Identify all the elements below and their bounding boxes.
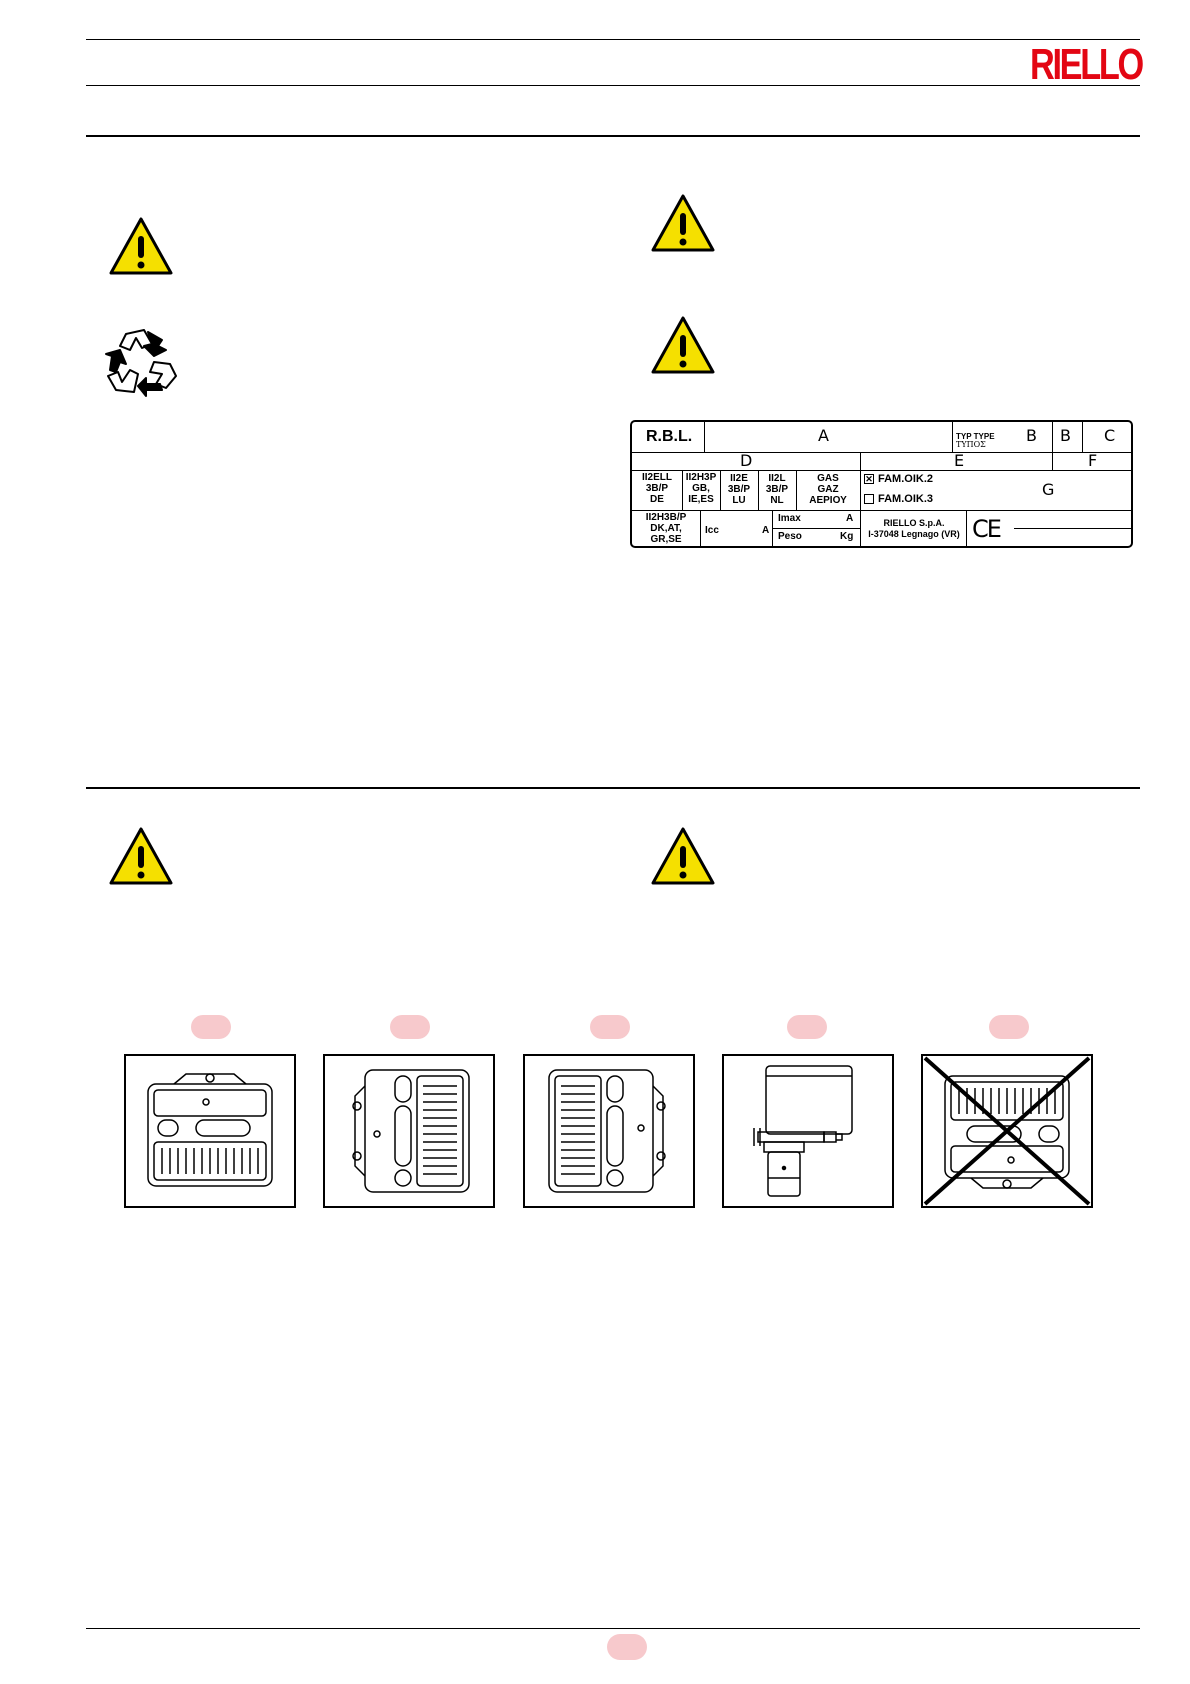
burner-orientation-figure-1 — [124, 1054, 296, 1208]
plate-rbl: R.B.L. — [646, 428, 693, 445]
figure-label-pill-2 — [390, 1015, 430, 1039]
plate-imax-unit: A — [846, 513, 854, 524]
plate-imax-label: Imax — [778, 513, 801, 524]
figure-label-pill-1 — [191, 1015, 231, 1039]
plate-cat-3: II2E 3B/P LU — [727, 473, 751, 506]
page-number-pill — [607, 1634, 647, 1660]
warning-icon — [108, 826, 174, 886]
riello-logo: RIELLO — [1030, 40, 1142, 89]
plate-field-f: F — [1088, 451, 1098, 470]
plate-field-e: E — [954, 451, 965, 470]
warning-icon — [650, 315, 716, 375]
figure-label-pill-5 — [989, 1015, 1029, 1039]
burner-orientation-figure-5-not-allowed — [921, 1054, 1093, 1208]
section-rule-1 — [86, 135, 1140, 137]
plate-field-b1: B — [1026, 426, 1037, 445]
plate-field-d: D — [740, 451, 753, 470]
plate-icc-label: Icc — [705, 525, 719, 536]
plate-fam-2-checkbox: ✕ — [865, 474, 873, 484]
plate-manufacturer: RIELLO S.p.A. I-37048 Legnago (VR) — [868, 518, 960, 539]
section-rule-2 — [86, 787, 1140, 789]
plate-peso-unit: Kg — [840, 531, 854, 542]
plate-peso-label: Peso — [778, 531, 802, 542]
header-top-rule — [86, 39, 1140, 40]
plate-cat-2: II2H3P GB, IE,ES — [685, 472, 717, 505]
plate-cat-5: II2H3B/P DK,AT, GR,SE — [645, 512, 687, 545]
figure-label-pill-3 — [590, 1015, 630, 1039]
plate-field-b2: B — [1060, 426, 1071, 445]
plate-cat-4: II2L 3B/P NL — [765, 473, 789, 506]
warning-icon — [650, 826, 716, 886]
footer-rule — [86, 1628, 1140, 1629]
plate-field-c: C — [1104, 426, 1116, 445]
burner-orientation-figure-3 — [523, 1054, 695, 1208]
burner-orientation-figure-2 — [323, 1054, 495, 1208]
header-bottom-rule — [86, 85, 1140, 86]
plate-cat-1: II2ELL 3B/P DE — [641, 472, 672, 505]
rating-plate — [630, 420, 1133, 548]
plate-field-a: A — [818, 426, 829, 445]
plate-fam-2: FAM.OIK.2 — [878, 473, 934, 485]
plate-field-g: G — [1042, 480, 1055, 499]
plate-typ-type: TYP TYPE — [956, 432, 995, 441]
plate-gas: GAS GAZ ΑΕΡΙΟΥ — [809, 473, 847, 506]
recycle-icon — [104, 326, 178, 398]
ce-mark: CE — [972, 515, 1000, 543]
plate-typos: ΤΥΠΟΣ — [956, 440, 986, 449]
plate-fam-3-checkbox — [864, 494, 874, 504]
figure-label-pill-4 — [787, 1015, 827, 1039]
plate-icc-unit: A — [762, 525, 770, 536]
plate-fam-3: FAM.OIK.3 — [878, 493, 934, 505]
burner-orientation-figure-4 — [722, 1054, 894, 1208]
warning-icon — [108, 216, 174, 276]
warning-icon — [650, 193, 716, 253]
